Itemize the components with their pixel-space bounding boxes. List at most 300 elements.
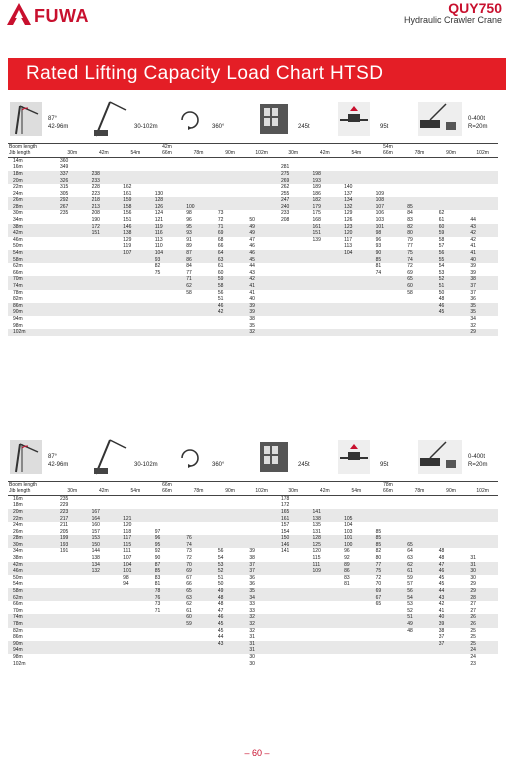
capacity-cell <box>182 322 214 329</box>
radius-cell: 18m <box>8 171 56 178</box>
capacity-cell <box>435 535 467 542</box>
capacity-cell <box>119 654 151 661</box>
capacity-cell <box>88 270 120 277</box>
radius-cell: 66m <box>13 269 23 276</box>
capacity-cell <box>340 495 372 502</box>
radius-cell: 78m <box>8 621 56 628</box>
capacity-cell <box>214 542 246 549</box>
capacity-cell <box>372 157 404 164</box>
capacity-cell: 73 <box>186 548 192 555</box>
radius-cell: 14m <box>13 157 23 164</box>
capacity-cell <box>372 660 404 667</box>
capacity-cell: 83 <box>154 574 161 581</box>
capacity-cell: 48 <box>438 548 445 555</box>
capacity-cell: 126 <box>151 204 183 211</box>
capacity-cell: 238 <box>88 171 120 178</box>
capacity-cell <box>466 204 498 211</box>
capacity-cell: 49 <box>245 224 277 231</box>
load-chart-table-2 <box>8 481 498 667</box>
jib-length-col: 90m <box>214 488 246 495</box>
capacity-cell <box>403 535 435 542</box>
jib-length-col: 54m <box>119 488 151 495</box>
capacity-cell <box>372 309 404 316</box>
capacity-cell <box>435 322 467 329</box>
capacity-cell: 33 <box>249 607 255 614</box>
capacity-cell <box>309 283 341 290</box>
capacity-cell: 59 <box>182 621 214 628</box>
capacity-cell <box>466 548 498 555</box>
capacity-cell <box>435 197 467 204</box>
capacity-cell: 84 <box>186 263 192 270</box>
table-row <box>8 224 498 231</box>
jib-length-col: 30m <box>56 488 88 495</box>
capacity-cell: 109 <box>309 568 341 575</box>
capacity-cell: 44 <box>470 217 476 224</box>
capacity-cell: 162 <box>123 184 132 191</box>
capacity-cell: 141 <box>309 509 341 516</box>
page-number: – 60 – <box>244 748 270 758</box>
jib-length-col: 102m <box>466 488 498 495</box>
capacity-cell: 113 <box>344 243 353 250</box>
capacity-cell: 100 <box>340 542 372 549</box>
table-row <box>8 263 498 270</box>
capacity-cell: 52 <box>435 276 467 283</box>
table-row <box>8 303 498 310</box>
capacity-cell: 90 <box>372 250 404 257</box>
capacity-cell <box>214 654 246 661</box>
capacity-cell: 62 <box>403 562 435 569</box>
capacity-cell: 61 <box>217 263 224 270</box>
radius-cell: 90m <box>8 641 56 648</box>
capacity-cell <box>340 660 372 667</box>
radius-cell: 66m <box>13 601 23 608</box>
capacity-cell: 61 <box>403 568 435 575</box>
radius-cell: 18m <box>13 502 23 509</box>
capacity-cell: 42 <box>214 309 246 316</box>
capacity-cell: 47 <box>217 607 224 614</box>
capacity-cell: 40 <box>435 614 467 621</box>
capacity-cell <box>56 621 88 628</box>
capacity-cell <box>151 164 183 171</box>
capacity-cell: 89 <box>340 562 372 569</box>
table-row <box>8 157 498 164</box>
capacity-cell: 91 <box>186 236 192 243</box>
capacity-cell: 49 <box>245 230 277 237</box>
capacity-cell: 57 <box>407 581 413 588</box>
capacity-cell <box>277 628 309 635</box>
radius-cell: 42m <box>8 230 56 237</box>
capacity-cell <box>119 171 151 178</box>
jib-length-col: 30m <box>56 150 88 157</box>
capacity-cell <box>403 177 435 184</box>
capacity-cell: 60 <box>217 269 224 276</box>
capacity-cell <box>277 614 309 621</box>
table-row <box>8 529 498 536</box>
capacity-cell: 95 <box>151 542 183 549</box>
table-row <box>8 608 498 615</box>
capacity-cell <box>340 177 372 184</box>
capacity-cell: 34 <box>245 595 277 602</box>
capacity-cell: 199 <box>56 535 88 542</box>
capacity-cell: 49 <box>403 621 435 628</box>
capacity-cell <box>340 296 372 303</box>
capacity-cell: 41 <box>249 289 255 296</box>
capacity-cell: 56 <box>403 588 435 595</box>
table-row <box>8 495 498 502</box>
capacity-cell: 78 <box>151 588 183 595</box>
capacity-cell <box>340 263 372 270</box>
jib-length-col: 30m <box>277 150 309 157</box>
capacity-cell <box>151 309 183 316</box>
jib-length-header: Jib length <box>8 150 56 157</box>
capacity-cell <box>277 309 309 316</box>
capacity-cell <box>182 647 214 654</box>
capacity-cell: 52 <box>407 607 413 614</box>
capacity-cell <box>119 601 151 608</box>
capacity-cell: 59 <box>214 276 246 283</box>
capacity-cell <box>56 250 88 257</box>
radius-cell: 78m <box>13 289 23 296</box>
capacity-cell: 168 <box>312 217 321 224</box>
capacity-cell <box>435 329 467 336</box>
capacity-cell <box>309 290 341 297</box>
jib-length-col: 102m <box>245 150 277 157</box>
capacity-cell: 64 <box>407 548 413 555</box>
capacity-cell: 47 <box>435 562 467 569</box>
capacity-cell <box>372 303 404 310</box>
capacity-cell <box>309 595 341 602</box>
capacity-cell <box>309 581 341 588</box>
capacity-cell <box>151 171 183 178</box>
capacity-cell: 108 <box>372 197 404 204</box>
capacity-cell <box>403 647 435 654</box>
capacity-cell: 144 <box>91 548 100 555</box>
capacity-cell: 223 <box>91 190 100 197</box>
capacity-cell <box>340 634 372 641</box>
capacity-cell: 110 <box>154 243 163 250</box>
capacity-cell <box>340 647 372 654</box>
radius-cell: 46m <box>8 568 56 575</box>
capacity-cell <box>214 660 246 667</box>
jib-range-label: 42-96m <box>48 124 69 130</box>
capacity-cell <box>277 230 309 237</box>
capacity-cell: 139 <box>312 236 321 243</box>
capacity-cell: 63 <box>214 257 246 264</box>
capacity-cell <box>214 164 246 171</box>
capacity-cell <box>466 164 498 171</box>
capacity-cell: 44 <box>435 588 467 595</box>
table-row <box>8 164 498 171</box>
capacity-cell <box>435 529 467 536</box>
boom-length-group: 66m <box>56 482 277 489</box>
capacity-cell: 165 <box>277 509 309 516</box>
capacity-cell <box>214 197 246 204</box>
radius-cell: 74m <box>8 283 56 290</box>
capacity-cell: 42 <box>438 601 445 608</box>
capacity-cell: 46 <box>214 614 246 621</box>
capacity-cell: 48 <box>438 296 445 303</box>
capacity-cell: 43 <box>214 641 246 648</box>
capacity-cell: 30 <box>249 653 255 660</box>
jib-length-col: 66m <box>151 488 183 495</box>
capacity-cell <box>119 283 151 290</box>
jib-length-col: 78m <box>403 150 435 157</box>
capacity-cell: 63 <box>407 555 413 562</box>
capacity-cell: 32 <box>470 322 476 329</box>
capacity-cell <box>214 502 246 509</box>
table-row <box>8 542 498 549</box>
capacity-cell: 337 <box>56 171 88 178</box>
table-row <box>8 316 498 323</box>
capacity-cell <box>182 184 214 191</box>
capacity-cell: 135 <box>312 522 321 529</box>
capacity-cell: 132 <box>340 204 372 211</box>
capacity-cell <box>309 621 341 628</box>
capacity-cell: 56 <box>435 250 467 257</box>
capacity-cell: 27 <box>470 607 476 614</box>
capacity-cell: 53 <box>438 269 445 276</box>
capacity-cell <box>151 628 183 635</box>
capacity-cell <box>88 595 120 602</box>
capacity-cell: 37 <box>245 562 277 569</box>
capacity-cell: 72 <box>407 263 413 270</box>
capacity-cell: 208 <box>91 210 100 217</box>
capacity-cell <box>277 654 309 661</box>
capacity-cell <box>372 641 404 648</box>
radius-cell: 22m <box>8 515 56 522</box>
capacity-cell <box>245 502 277 509</box>
capacity-cell: 48 <box>438 555 445 562</box>
capacity-cell: 87 <box>151 562 183 569</box>
capacity-cell: 157 <box>280 522 290 529</box>
capacity-cell: 45 <box>245 257 277 264</box>
capacity-cell <box>277 634 309 641</box>
capacity-cell <box>340 157 372 164</box>
capacity-cell <box>214 316 246 323</box>
table-row <box>8 250 498 257</box>
capacity-cell: 73 <box>154 601 161 608</box>
boom-length-group: 78m <box>277 482 498 489</box>
capacity-cell: 69 <box>372 588 404 595</box>
capacity-cell: 92 <box>344 555 350 562</box>
capacity-cell <box>88 243 120 250</box>
radius-cell: 26m <box>8 197 56 204</box>
capacity-cell <box>214 322 246 329</box>
capacity-cell: 65 <box>403 276 435 283</box>
capacity-cell <box>119 634 151 641</box>
capacity-cell <box>182 509 214 516</box>
capacity-cell <box>182 296 214 303</box>
capacity-cell: 26 <box>466 621 498 628</box>
capacity-cell <box>435 647 467 654</box>
capacity-cell <box>277 641 309 648</box>
car-weight-label: 95t <box>380 124 389 130</box>
capacity-cell <box>88 575 120 582</box>
capacity-cell <box>372 171 404 178</box>
capacity-cell <box>340 614 372 621</box>
capacity-cell <box>245 184 277 191</box>
car-weight-label: 95t <box>380 462 389 468</box>
capacity-cell <box>214 184 246 191</box>
product-subtitle: Hydraulic Crawler Crane <box>403 15 502 25</box>
capacity-cell: 60 <box>403 283 435 290</box>
capacity-cell <box>88 309 120 316</box>
capacity-cell <box>466 502 498 509</box>
capacity-cell <box>56 568 88 575</box>
capacity-cell: 36 <box>249 574 255 581</box>
capacity-cell: 33 <box>249 601 255 608</box>
capacity-cell <box>309 243 341 250</box>
capacity-cell: 32 <box>245 614 277 621</box>
capacity-cell: 41 <box>438 607 445 614</box>
capacity-cell <box>372 283 404 290</box>
counterweight-icon <box>256 100 292 138</box>
capacity-cell <box>88 647 120 654</box>
capacity-cell: 191 <box>60 548 69 555</box>
capacity-cell <box>372 495 404 502</box>
capacity-cell <box>435 542 467 549</box>
capacity-cell <box>88 654 120 661</box>
capacity-cell <box>56 608 88 615</box>
capacity-cell <box>309 303 341 310</box>
capacity-cell: 160 <box>91 522 100 529</box>
config-icon-strip <box>0 100 514 144</box>
radius-cell: 20m <box>8 177 56 184</box>
table-row <box>8 191 498 198</box>
capacity-cell <box>309 495 341 502</box>
capacity-cell <box>466 542 498 549</box>
capacity-cell: 30 <box>466 568 498 575</box>
capacity-cell: 37 <box>438 634 445 641</box>
radius-cell: 24m <box>13 190 23 197</box>
capacity-cell <box>277 608 309 615</box>
jib-length-col: 54m <box>119 150 151 157</box>
capacity-cell: 96 <box>344 548 350 555</box>
capacity-cell: 205 <box>60 528 69 535</box>
radius-cell: 58m <box>8 588 56 595</box>
capacity-cell <box>309 157 341 164</box>
capacity-cell <box>245 171 277 178</box>
slew-rotation-icon <box>178 108 202 132</box>
page-header <box>0 0 514 40</box>
capacity-cell <box>340 303 372 310</box>
jib-length-col: 54m <box>340 150 372 157</box>
jib-length-col: 42m <box>309 488 341 495</box>
capacity-cell <box>403 316 435 323</box>
capacity-cell: 92 <box>154 548 161 555</box>
table-row <box>8 581 498 588</box>
luffing-jib-crane-icon <box>8 100 44 138</box>
capacity-cell <box>277 588 309 595</box>
capacity-cell: 38 <box>249 555 255 562</box>
capacity-cell <box>309 614 341 621</box>
capacity-cell: 81 <box>344 581 350 588</box>
capacity-cell <box>435 654 467 661</box>
capacity-cell <box>88 628 120 635</box>
radius-cell: 102m <box>8 329 56 336</box>
capacity-cell: 79 <box>407 236 413 243</box>
capacity-cell: 156 <box>123 210 132 217</box>
capacity-cell: 45 <box>435 309 467 316</box>
capacity-cell: 82 <box>154 263 161 270</box>
capacity-cell: 50 <box>217 581 224 588</box>
capacity-cell <box>88 237 120 244</box>
capacity-cell: 109 <box>375 190 384 197</box>
capacity-cell: 101 <box>372 224 404 231</box>
capacity-cell <box>435 177 467 184</box>
capacity-cell <box>151 634 183 641</box>
capacity-cell: 233 <box>280 210 290 217</box>
capacity-cell <box>372 177 404 184</box>
capacity-cell <box>182 522 214 529</box>
capacity-cell <box>403 171 435 178</box>
capacity-cell <box>245 542 277 549</box>
capacity-cell: 39 <box>470 269 476 276</box>
capacity-cell: 83 <box>407 217 413 224</box>
capacity-cell: 56 <box>217 548 224 555</box>
capacity-cell: 38 <box>438 627 445 634</box>
capacity-cell <box>309 634 341 641</box>
radius-cell: 82m <box>13 296 23 303</box>
capacity-cell: 80 <box>375 555 382 562</box>
capacity-cell: 100 <box>182 204 214 211</box>
capacity-cell <box>88 601 120 608</box>
capacity-cell <box>151 316 183 323</box>
capacity-cell: 98 <box>123 574 129 581</box>
capacity-cell: 96 <box>151 535 183 542</box>
capacity-cell: 69 <box>407 269 413 276</box>
capacity-cell: 39 <box>245 309 277 316</box>
capacity-cell: 161 <box>123 190 132 197</box>
capacity-cell <box>435 184 467 191</box>
capacity-cell: 85 <box>372 542 404 549</box>
capacity-cell: 159 <box>119 197 151 204</box>
capacity-cell <box>309 654 341 661</box>
luffing-jib-crane-icon <box>8 438 44 476</box>
radius-cell: 74m <box>8 614 56 621</box>
capacity-cell: 48 <box>217 601 224 608</box>
capacity-cell: 115 <box>119 542 151 549</box>
capacity-cell <box>214 529 246 536</box>
capacity-cell: 103 <box>375 217 384 224</box>
capacity-cell <box>119 270 151 277</box>
slew-rotation-icon <box>178 446 202 470</box>
capacity-cell <box>119 309 151 316</box>
capacity-cell <box>277 243 309 250</box>
capacity-cell <box>435 157 467 164</box>
radius-cell: 38m <box>13 555 23 562</box>
radius-cell: 16m <box>13 495 23 502</box>
capacity-cell <box>88 257 120 264</box>
boom-crane-icon <box>92 100 128 138</box>
capacity-cell <box>435 660 467 667</box>
capacity-cell <box>403 303 435 310</box>
capacity-cell <box>466 522 498 529</box>
capacity-cell: 26 <box>466 614 498 621</box>
capacity-cell <box>403 164 435 171</box>
capacity-cell: 281 <box>280 164 290 171</box>
capacity-cell: 126 <box>344 217 353 224</box>
table-row <box>8 329 498 336</box>
capacity-cell <box>182 641 214 648</box>
capacity-cell: 120 <box>340 230 372 237</box>
capacity-cell: 211 <box>60 522 68 529</box>
capacity-cell: 72 <box>186 555 192 562</box>
capacity-cell: 54 <box>438 263 445 270</box>
capacity-cell <box>372 515 404 522</box>
jib-length-col: 90m <box>435 150 467 157</box>
capacity-cell: 97 <box>154 528 161 535</box>
